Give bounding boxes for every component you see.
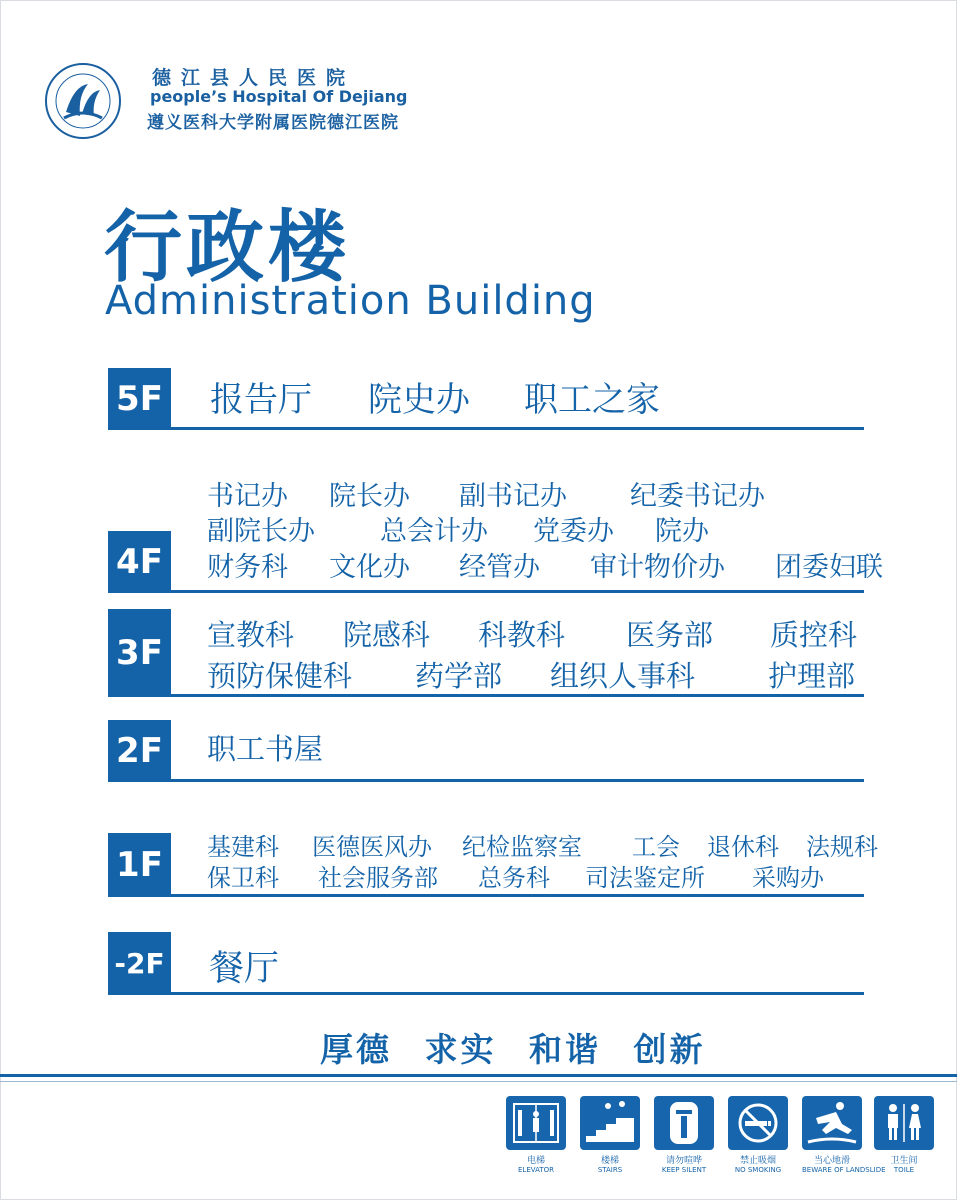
department-name: 院史办 — [368, 380, 470, 420]
department-name: 副书记办 — [459, 481, 567, 512]
sign-elevator — [506, 1096, 566, 1175]
department-name: 科教科 — [478, 618, 566, 652]
footer-divider — [0, 1074, 957, 1077]
department-name: 护理部 — [768, 659, 856, 693]
department-name: 院办 — [655, 516, 709, 547]
keep-silent-icon — [654, 1096, 714, 1150]
slippery-floor-icon — [802, 1096, 862, 1150]
department-name: 总会计办 — [380, 516, 488, 547]
sign-caption-en: ELEVATOR — [518, 1166, 554, 1174]
department-name: 经管办 — [459, 552, 540, 583]
sign-no-smoking — [728, 1096, 788, 1175]
floor-label: -2F — [108, 932, 171, 995]
department-name: 退休科 — [707, 833, 779, 861]
department-name: 法规科 — [806, 833, 878, 861]
sign-caption-en: TOILE — [893, 1166, 915, 1174]
department-name: 纪检监察室 — [462, 833, 582, 861]
toilet-icon — [874, 1096, 934, 1150]
elevator-icon — [506, 1096, 566, 1150]
department-name: 医务部 — [626, 618, 714, 652]
department-name: 组织人事科 — [550, 659, 696, 693]
department-name: 社会服务部 — [318, 864, 438, 892]
department-name: 财务科 — [207, 552, 288, 583]
floor-label: 4F — [108, 531, 171, 593]
department-name: 司法鉴定所 — [585, 864, 705, 892]
sign-stairs — [580, 1096, 640, 1175]
department-name: 餐厅 — [209, 949, 280, 989]
department-name: 基建科 — [207, 833, 279, 861]
sign-caption-cn: 当心地滑 — [813, 1156, 850, 1166]
sign-caption-en: NO SMOKING — [734, 1166, 782, 1174]
sign-caption-cn: 电梯 — [526, 1156, 545, 1166]
footer-divider-thin — [0, 1081, 957, 1082]
hospital-name-cn: 德江县人民医院 — [152, 67, 356, 89]
floor-label: 3F — [108, 609, 171, 697]
department-name: 质控科 — [770, 618, 858, 652]
department-name: 预防保健科 — [207, 659, 353, 693]
department-name: 宣教科 — [207, 618, 295, 652]
floor-label: 1F — [108, 833, 171, 897]
hospital-affiliation: 遵义医科大学附属医院德江医院 — [147, 113, 399, 133]
sign-slippery-floor — [802, 1096, 886, 1175]
floor-underline — [108, 427, 864, 430]
motto-item: 创新 — [633, 1030, 706, 1069]
department-name: 审计物价办 — [590, 552, 725, 583]
department-name: 职工书屋 — [207, 732, 324, 766]
department-name: 采购办 — [752, 864, 824, 892]
department-name: 药学部 — [415, 659, 503, 693]
department-name: 医德医风办 — [312, 833, 432, 861]
department-name: 团委妇联 — [775, 552, 883, 583]
motto-item: 厚德 — [320, 1030, 392, 1069]
sign-caption-en: STAIRS — [597, 1166, 623, 1174]
motto-item: 求实 — [424, 1030, 497, 1069]
sign-caption-en: KEEP SILENT — [661, 1166, 707, 1174]
hospital-motto — [320, 1024, 724, 1071]
department-name: 院感科 — [343, 618, 431, 652]
sign-caption-cn: 请勿喧哗 — [665, 1156, 702, 1166]
hospital-logo-icon — [44, 62, 122, 140]
department-name: 工会 — [632, 833, 680, 861]
department-name: 书记办 — [207, 481, 288, 512]
department-name: 副院长办 — [207, 516, 315, 547]
department-name: 党委办 — [533, 516, 614, 547]
building-title-cn: 行政楼 — [104, 203, 351, 293]
department-name: 报告厅 — [210, 380, 312, 420]
sign-caption-en: BEWARE OF LANDSLIDE — [802, 1166, 886, 1174]
sign-caption-cn: 禁止吸烟 — [739, 1156, 776, 1166]
department-name: 文化办 — [329, 552, 410, 583]
floor-underline — [108, 590, 864, 593]
no-smoking-icon — [728, 1096, 788, 1150]
department-name: 纪委书记办 — [630, 481, 765, 512]
sign-caption-cn: 楼梯 — [600, 1156, 619, 1166]
sign-toilet — [874, 1096, 934, 1175]
floor-underline — [108, 894, 864, 897]
sign-keep-silent — [654, 1096, 714, 1175]
building-title-en: Administration Building — [105, 278, 596, 324]
floor-label: 2F — [108, 720, 171, 782]
department-name: 院长办 — [329, 481, 410, 512]
floor-underline — [108, 779, 864, 782]
department-name: 保卫科 — [207, 864, 279, 892]
floor-underline — [108, 992, 864, 995]
hospital-name-en: people’s Hospital Of Dejiang — [150, 87, 408, 106]
department-name: 职工之家 — [524, 380, 660, 420]
motto-item: 和谐 — [529, 1030, 601, 1069]
stairs-icon — [580, 1096, 640, 1150]
sign-caption-cn: 卫生间 — [890, 1156, 918, 1166]
department-name: 总务科 — [478, 864, 550, 892]
floor-label: 5F — [108, 368, 171, 430]
